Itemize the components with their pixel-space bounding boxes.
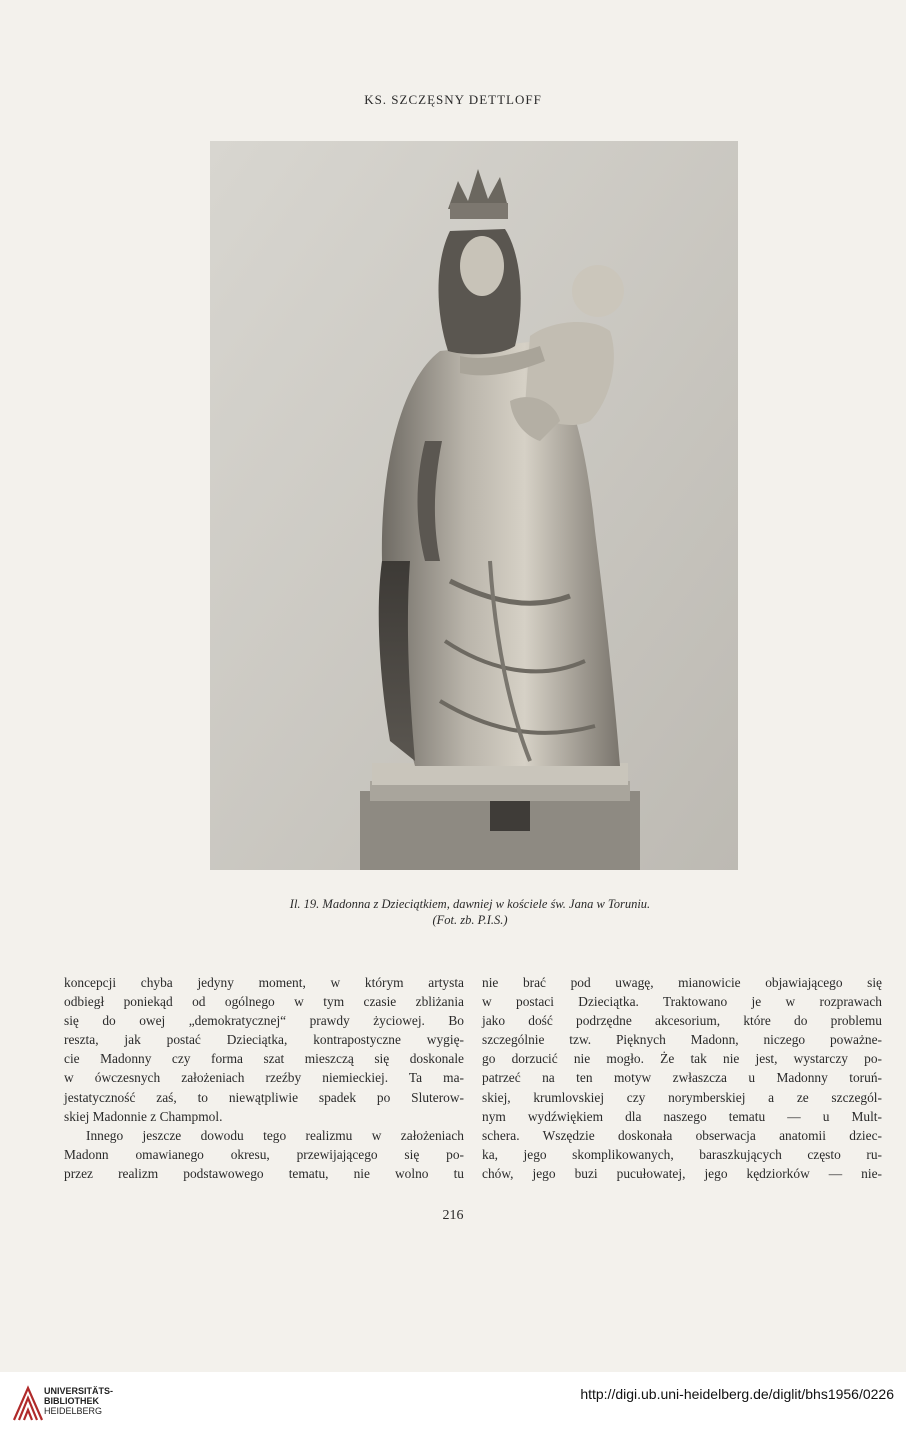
text-line: nym wydźwiękiem dla naszego tematu — u Mult- bbox=[482, 1108, 882, 1124]
text-line: Madonn omawianego okresu, przewijającego się po- bbox=[64, 1146, 464, 1162]
text-line: schera. Wszędzie doskonała obserwacja anatomii dziec- bbox=[482, 1127, 882, 1143]
text-line: przez realizm podstawowego tematu, nie wolno tu bbox=[64, 1165, 464, 1181]
running-title: KS. SZCZĘSNY DETTLOFF bbox=[364, 92, 542, 107]
madonna-photograph bbox=[210, 141, 738, 870]
right-text-column bbox=[482, 973, 882, 1183]
text-line: odbiegł poniekąd od ogólnego w tym czasie zbliżania bbox=[64, 994, 464, 1010]
text-line: ka, jego skomplikowanych, baraszkujących często ru- bbox=[482, 1146, 882, 1162]
text-line: w postaci Dzieciątka. Traktowano je w rozprawach bbox=[482, 994, 882, 1010]
text-line: koncepcji chyba jedyny moment, w którym artysta bbox=[64, 975, 464, 990]
text-line: reszta, jak postać Dzieciątka, kontrapostyczne wygię- bbox=[64, 1032, 464, 1048]
source-url-link[interactable]: http://digi.ub.uni-heidelberg.de/diglit/bhs1956/0226 bbox=[580, 1386, 894, 1402]
caption-credit: (Fot. zb. P.I.S.) bbox=[432, 913, 508, 927]
figure-caption bbox=[150, 896, 790, 928]
text-line: jako dość podrzędne akcesorium, które do problemu bbox=[482, 1013, 882, 1029]
text-line: skiej, krumlovskiej czy norymberskiej a ze szczegól- bbox=[482, 1089, 882, 1105]
text-line: się do owej „demokratycznej“ prawdy życiowej. Bo bbox=[64, 1013, 464, 1029]
text-line: go dorzucić nie mogło. Że tak nie jest, wystarczy po- bbox=[482, 1051, 882, 1067]
library-name: UNIVERSITÄTS- BIBLIOTHEK HEIDELBERG bbox=[44, 1386, 114, 1416]
caption-title: Il. 19. Madonna z Dzieciątkiem, dawniej w kościele św. Jana w Toruniu. bbox=[289, 897, 651, 911]
text-line: chów, jego buzi pucułowatej, jego kędziorków — nie- bbox=[482, 1165, 882, 1181]
left-text-column bbox=[64, 973, 464, 1183]
text-line: cie Madonny czy forma szat mieszczą się doskonale bbox=[64, 1051, 464, 1067]
text-line: nie brać pod uwagę, mianowicie objawiającego się bbox=[482, 975, 882, 990]
page-number: 216 bbox=[442, 1208, 464, 1223]
statue-photo-illustration bbox=[210, 141, 738, 870]
text-line: szczególnie tzw. Pięknych Madonn, niczego poważne- bbox=[482, 1032, 882, 1048]
text-line: Innego jeszcze dowodu tego realizmu w założeniach bbox=[86, 1127, 464, 1143]
text-line: patrzeć na ten motyw zwłaszcza u Madonny toruń- bbox=[482, 1070, 882, 1086]
text-line: skiej Madonnie z Champmol. bbox=[64, 1108, 223, 1124]
text-line: w ówczesnych założeniach rzeźby niemieckiej. Ta ma- bbox=[64, 1070, 464, 1086]
text-line: jestatyczność zaś, to niewątpliwie spadek po Sluterow- bbox=[64, 1089, 464, 1105]
library-footer bbox=[0, 1372, 906, 1436]
